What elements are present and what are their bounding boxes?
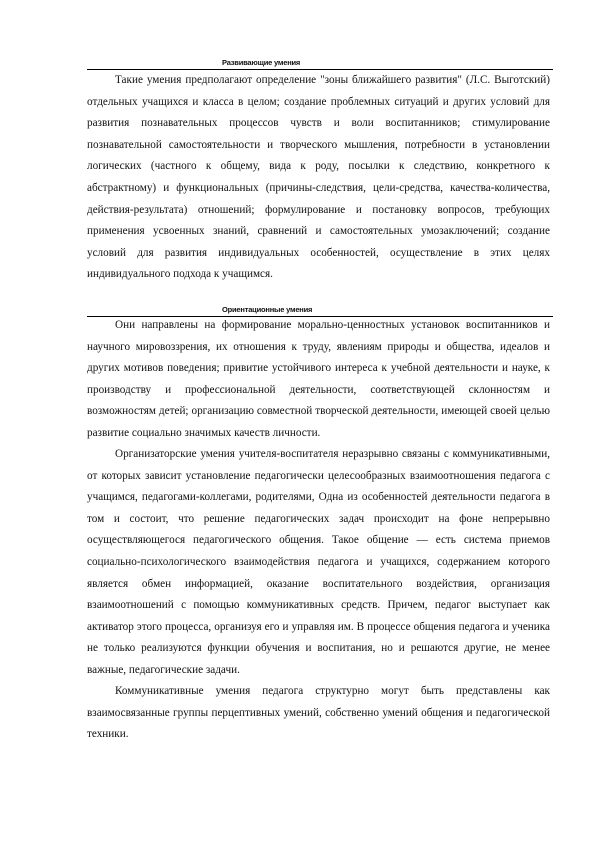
paragraph-communicative-skills: Коммуникативные умения педагога структурно могут быть представлены как взаимосвязанные группы перцептивных умений, собственно умений общения и педагогической техники.	[87, 685, 550, 741]
section-heading-developing-skills: Развивающие умения	[222, 58, 301, 67]
section-heading-orientation-skills: Ориентационные умения	[222, 305, 313, 314]
paragraph-orientation-skills: Они направлены на формирование морально-ценностных установок воспитанников и научного мировоззрения, их отношения к труду, явлениям природы и общества, идеалов и других мотивов поведения; привитие устойчивого интереса к учебной деятельности и науке, к производству и профессиональной деятельности, соответствующей склонностям и возможностям детей; организацию совместной творческой деятельности, имеющей своей целью развитие социально значимых качеств личности.	[87, 319, 550, 439]
paragraph-developing-skills: Такие умения предполагают определение "зоны ближайшего развития" (Л.С. Выготский) отдельных учащихся и класса в целом; создание проблемных ситуаций и других условий для развития познавательных процессов чувств и воли воспитанников; стимулирование познавательной самостоятельности и творческого мышления, потребности в установлении логических (частного к общему, вида к роду, посылки к следствию, конкретного к абстрактному) и функциональных (причины-следствия, цели-средства, качества-количества, действия-результата) отношений; формулирование и постановку вопросов, требующих применения усвоенных знаний, сравнений и самостоятельных умозаключений; создание условий для развития индивидуальных особенностей, осуществление в этих целях индивидуального подхода к учащимся.	[87, 74, 550, 281]
paragraph-organizational-skills: Организаторские умения учителя-воспитателя неразрывно связаны с коммуникативными, от которых зависит установление педагогически целесообразных взаимоотношения педагога с учащимся, педагогами-коллегами, родителями, Одна из особенностей деятельности педагога в том и состоит, что решение педагогических задач происходит на фоне непрерывно осуществляющегося педагогического общения. Такое общение — есть система приемов социально-психологического взаимодействия педагога и учащихся, содержанием которого является обмен информацией, оказание воспитательного воздействия, организация взаимоотношений с помощью коммуникативных средств. Причем, педагог выступает как активатор этого процесса, организуя его и управляя им. В процессе общения педагога и ученика не только реализуются функции обучения и воспитания, но и решаются другие, не менее важные, педагогические задачи.	[87, 448, 550, 676]
